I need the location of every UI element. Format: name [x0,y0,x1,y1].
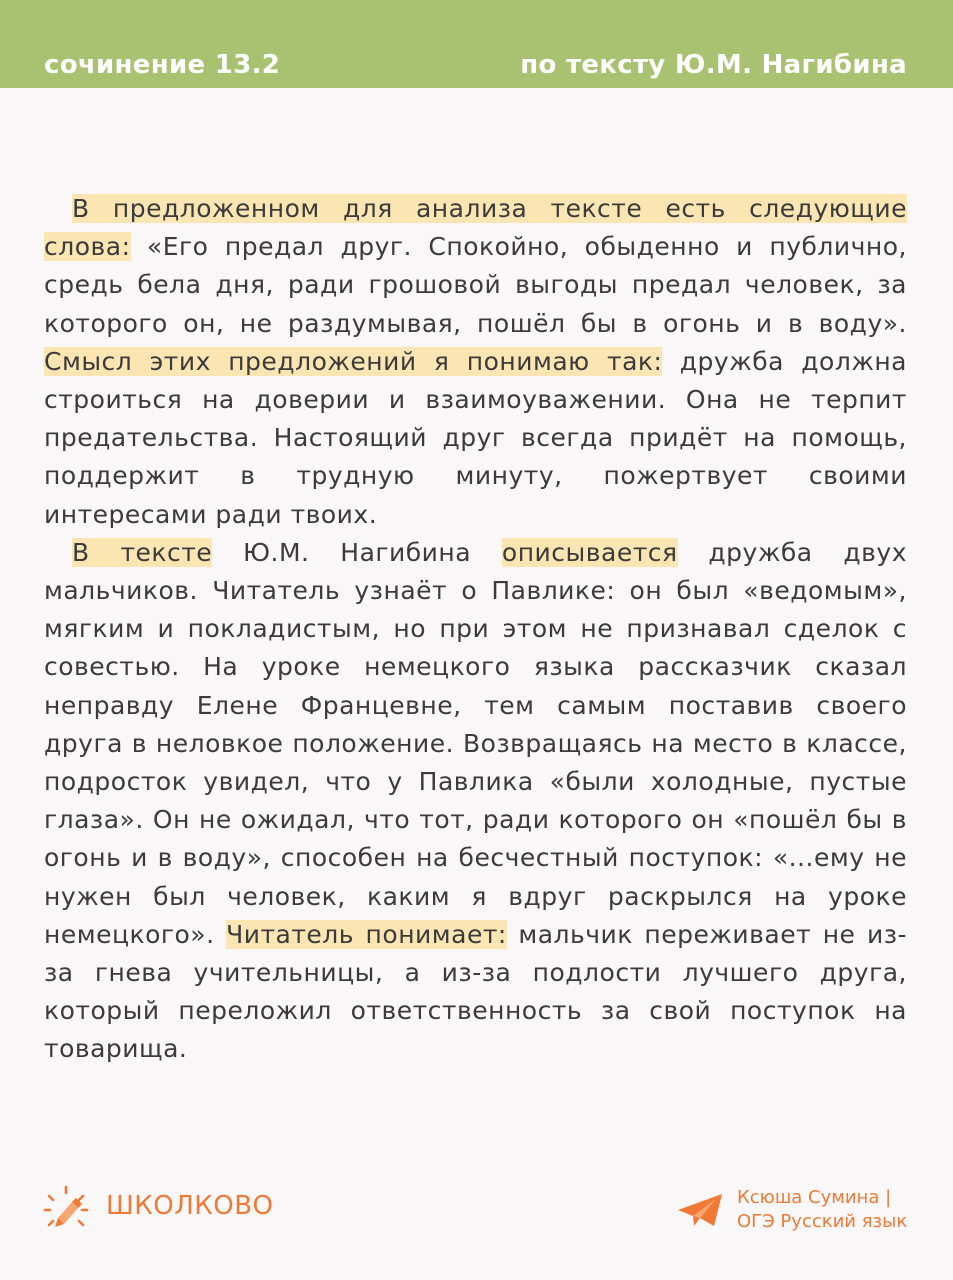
essay-paragraph-1 [44,190,907,534]
author-name: Ксюша Сумина | [737,1187,892,1208]
paragraph-text: дружба должна строиться на доверии и взаимоуважении. Она не терпит предательства. Настоящий друг всегда придёт на помощь, поддержит в трудную минуту, пожертвует своими интересами ради твоих. [44,346,908,529]
shkolkovo-logo-icon [42,1184,90,1232]
highlighted-phrase: описывается [501,537,678,567]
highlighted-phrase: В предложенном для анализа тексте есть следующие слова: [44,194,907,262]
author-credit [737,1186,907,1234]
essay-paragraph-2 [44,534,907,1069]
telegram-plane-icon [676,1190,724,1230]
paragraph-text: мальчик переживает не из-за гнева учительницы, а из-за подлости лучшего друга, который переложил ответственность за свой поступок на товарища. [44,919,908,1064]
essay-body [44,190,907,1069]
highlighted-phrase: Смысл этих предложений я понимаю так: [44,346,663,376]
paragraph-text: дружба двух мальчиков. Читатель узнаёт о Павлике: он был «ведомым», мягким и покладистым, но при этом не признавал сделок с совестью. На уроке немецкого языка рассказчик сказал неправду Елене Францевне, тем самым поставив своего друга в неловкое положение. Возвращаясь на место в классе, подросток увидел, что у Павлика «были холодные, пустые глаза». Он не ожидал, что тот, ради которого он «пошёл бы в огонь и в воду», способен на бесчестный поступок: «...ему не нужен был человек, каким я вдруг раскрылся на уроке немецкого». [44,537,907,949]
quote-text: «Его предал друг. Спокойно, обыденно и публично, средь бела дня, ради грошовой выгоды предал человек, за которого он, не раздумывая, пошёл бы в огонь и в воду». [44,232,907,338]
header-title: сочинение 13.2 [44,50,281,80]
highlighted-phrase: Читатель понимает: [226,919,507,949]
highlighted-phrase: В тексте [72,537,213,567]
brand-name: ШКОЛКОВО [106,1191,274,1221]
paragraph-text: Ю.М. Нагибина [212,537,502,567]
header-bar [0,0,953,88]
course-name: ОГЭ Русский язык [737,1211,908,1232]
header-source: по тексту Ю.М. Нагибина [520,50,907,80]
